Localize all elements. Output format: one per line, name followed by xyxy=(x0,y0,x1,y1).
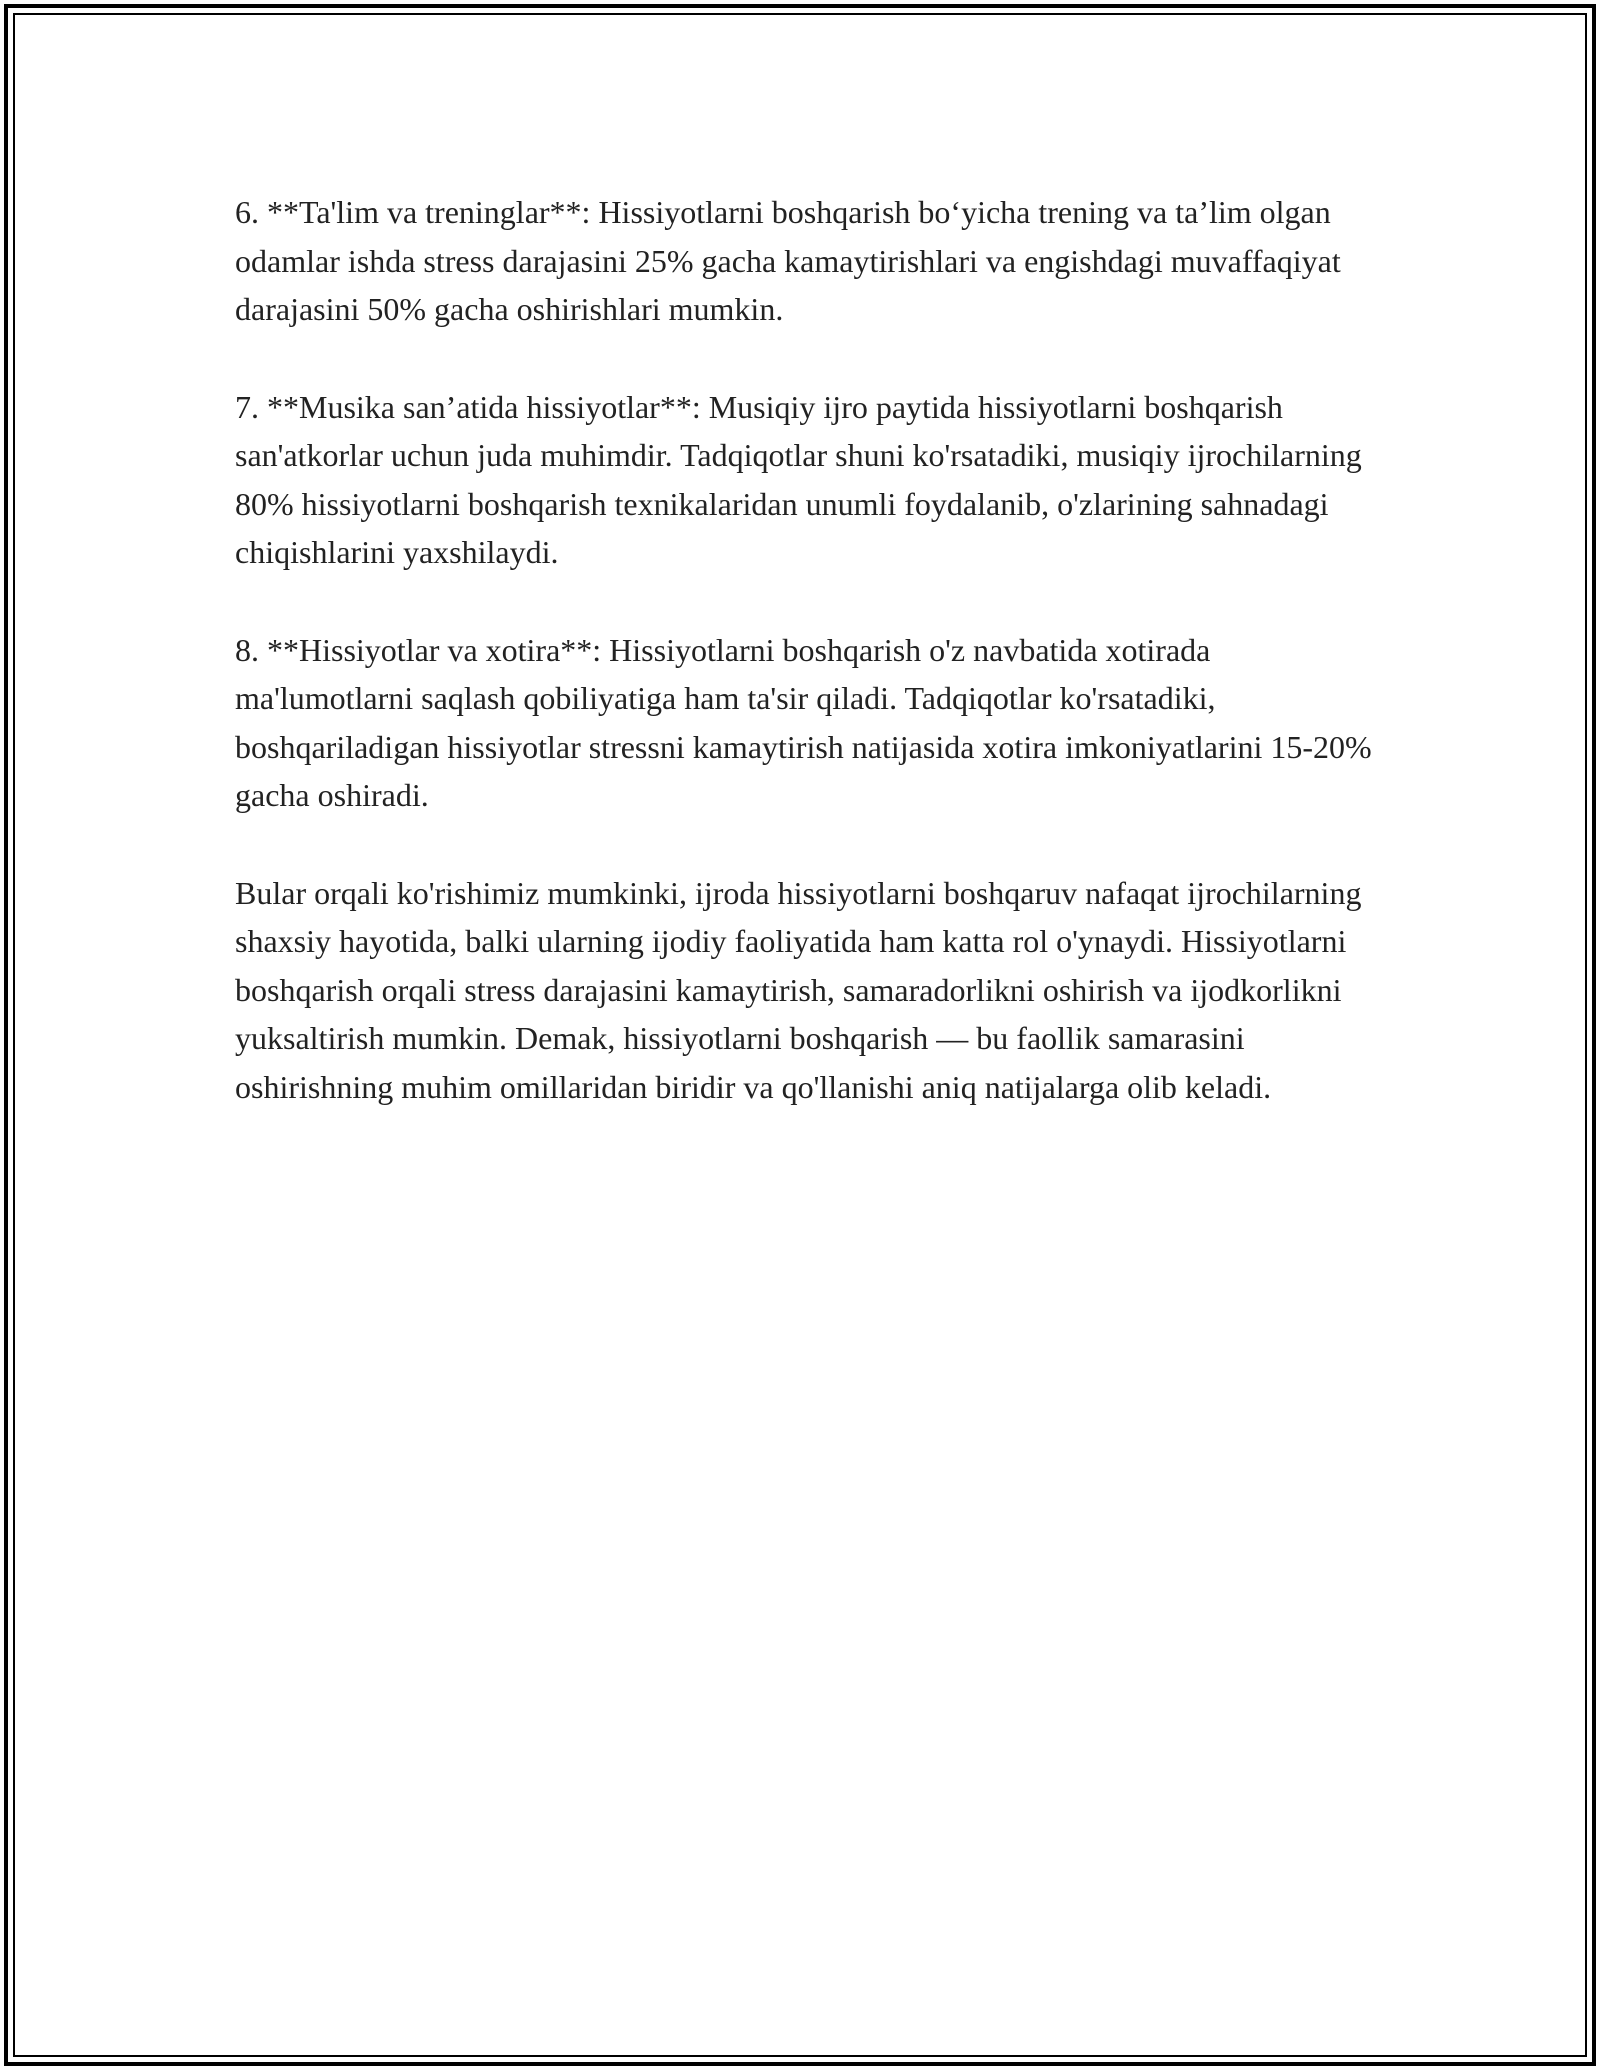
paragraph-7-music: 7. **Musika san’atida hissiyotlar**: Musiqiy ijro paytida hissiyotlarni boshqarish san'atkorlar uchun juda muhimdir. Tadqiqotlar shuni ko'rsatadiki, musiqiy ijrochilarning 80% hissiyotlarni boshqarish texnikalaridan unumli foydalanib, o'zlarining sahnadagi chiqishlarini yaxshilaydi. xyxy=(235,388,1362,570)
document-body xyxy=(235,188,1385,1160)
paragraph-conclusion: Bular orqali ko'rishimiz mumkinki, ijroda hissiyotlarni boshqaruv nafaqat ijrochilarning shaxsiy hayotida, balki ularning ijodiy faoliyatida ham katta rol o'ynaydi. Hissiyotlarni boshqarish orqali stress darajasini kamaytirish, samaradorlikni oshirish va ijodkorlikni yuksaltirish mumkin. Demak, hissiyotlarni boshqarish — bu faollik samarasini oshirishning muhim omillaridan biridir va qo'llanishi aniq natijalarga olib keladi. xyxy=(235,874,1362,1105)
paragraph-8-memory: 8. **Hissiyotlar va xotira**: Hissiyotlarni boshqarish o'z navbatida xotirada ma'lumotlarni saqlash qobiliyatiga ham ta'sir qiladi. Tadqiqotlar ko'rsatadiki, boshqariladigan hissiyotlar stressni kamaytirish natijasida xotira imkoniyatlarini 15-20% gacha oshiradi. xyxy=(235,631,1372,813)
paragraph-6-training: 6. **Ta'lim va treninglar**: Hissiyotlarni boshqarish bo‘yicha trening va ta’lim olgan odamlar ishda stress darajasini 25% gacha kamaytirishlari va engishdagi muvaffaqiyat darajasini 50% gacha oshirishlari mumkin. xyxy=(235,194,1341,327)
